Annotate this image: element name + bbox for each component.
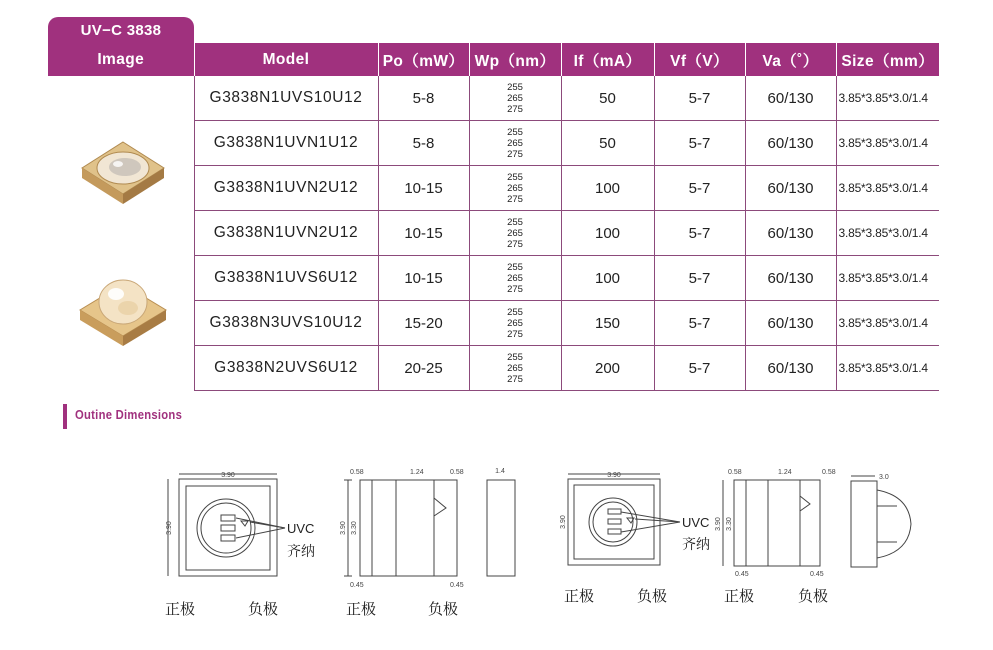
wavelength-value: 255 xyxy=(507,261,523,273)
wavelength-value: 275 xyxy=(507,148,523,160)
outline-dimensions-drawing xyxy=(150,458,840,588)
va-cell: 60/130 xyxy=(745,256,836,301)
po-cell: 10-15 xyxy=(378,166,469,211)
vf-cell: 5-7 xyxy=(654,121,745,166)
if-cell: 50 xyxy=(561,121,654,166)
if-cell: 150 xyxy=(561,301,654,346)
cathode-label-2: 负极 xyxy=(428,600,459,618)
size-cell: 3.85*3.85*3.0/1.4 xyxy=(836,166,939,211)
dim-height-label: 3.90 xyxy=(166,521,173,535)
wp-cell xyxy=(469,211,561,256)
model-cell: G3838N1UVS10U12 xyxy=(194,76,378,121)
cathode-label-1: 负极 xyxy=(248,600,279,618)
size-cell: 3.85*3.85*3.0/1.4 xyxy=(836,346,939,391)
dome-side-inner: 3.30 xyxy=(726,517,733,531)
anode-label-1: 正极 xyxy=(165,600,196,618)
wavelength-value: 265 xyxy=(507,92,523,104)
if-cell: 100 xyxy=(561,166,654,211)
anode-label-3: 正极 xyxy=(564,587,595,605)
wavelength-value: 265 xyxy=(507,272,523,284)
top-view-flat xyxy=(166,472,315,576)
va-cell: 60/130 xyxy=(745,211,836,256)
wp-cell xyxy=(469,301,561,346)
led-flat-lens-image xyxy=(78,138,168,213)
vf-cell: 5-7 xyxy=(654,346,745,391)
dome-width-label: 3.90 xyxy=(607,472,621,479)
model-cell: G3838N1UVN1U12 xyxy=(194,121,378,166)
dim-dome-h: 3.0 xyxy=(879,474,889,481)
cathode-label-4: 负极 xyxy=(798,587,829,605)
uvc-label: UVC xyxy=(287,521,315,536)
wavelength-value: 265 xyxy=(507,137,523,149)
header-size: Size（mm） xyxy=(836,43,939,76)
po-cell: 20-25 xyxy=(378,346,469,391)
dim-side-b: 1.24 xyxy=(410,469,424,476)
dome-side-b: 1.24 xyxy=(778,469,792,476)
product-images-cell xyxy=(48,76,194,391)
model-cell: G3838N1UVS6U12 xyxy=(194,256,378,301)
vf-cell: 5-7 xyxy=(654,76,745,121)
side-height-label: 3.90 xyxy=(340,521,347,535)
header-wp: Wp（nm） xyxy=(469,43,561,76)
wavelength-value: 255 xyxy=(507,216,523,228)
wp-cell xyxy=(469,346,561,391)
wavelength-value: 255 xyxy=(507,126,523,138)
header-if: If（mA） xyxy=(561,43,654,76)
wavelength-value: 275 xyxy=(507,103,523,115)
po-cell: 5-8 xyxy=(378,121,469,166)
va-cell: 60/130 xyxy=(745,121,836,166)
wp-cell xyxy=(469,166,561,211)
section-marker xyxy=(63,404,67,429)
side-inner-label: 3.30 xyxy=(351,521,358,535)
table-row xyxy=(48,76,939,121)
dim-side-a: 0.58 xyxy=(350,469,364,476)
zener-label: 齐纳 xyxy=(287,543,315,559)
size-cell: 3.85*3.85*3.0/1.4 xyxy=(836,76,939,121)
size-cell: 3.85*3.85*3.0/1.4 xyxy=(836,256,939,301)
va-cell: 60/130 xyxy=(745,166,836,211)
wp-cell xyxy=(469,121,561,166)
po-cell: 15-20 xyxy=(378,301,469,346)
vf-cell: 5-7 xyxy=(654,211,745,256)
cathode-label-3: 负极 xyxy=(637,587,668,605)
dome-side-a: 0.58 xyxy=(728,469,742,476)
model-cell: G3838N1UVN2U12 xyxy=(194,211,378,256)
wavelength-value: 275 xyxy=(507,193,523,205)
va-cell: 60/130 xyxy=(745,301,836,346)
size-cell: 3.85*3.85*3.0/1.4 xyxy=(836,301,939,346)
po-cell: 10-15 xyxy=(378,256,469,301)
wavelength-value: 275 xyxy=(507,283,523,295)
wavelength-value: 255 xyxy=(507,306,523,318)
wavelength-value: 265 xyxy=(507,362,523,374)
table-header-row xyxy=(48,43,939,76)
top-view-dome xyxy=(560,472,710,565)
anode-label-4: 正极 xyxy=(724,587,755,605)
model-cell: G3838N2UVS6U12 xyxy=(194,346,378,391)
dome-foot-b: 0.45 xyxy=(810,571,824,578)
if-cell: 200 xyxy=(561,346,654,391)
model-cell: G3838N3UVS10U12 xyxy=(194,301,378,346)
wavelength-value: 255 xyxy=(507,351,523,363)
wavelength-value: 275 xyxy=(507,328,523,340)
vf-cell: 5-7 xyxy=(654,166,745,211)
wavelength-value: 265 xyxy=(507,227,523,239)
product-tab: UV−C 3838 xyxy=(48,17,194,44)
dim-side-c: 0.58 xyxy=(450,469,464,476)
side-view-dome xyxy=(715,469,836,578)
dim-foot-a: 0.45 xyxy=(350,582,364,588)
wavelength-value: 275 xyxy=(507,373,523,385)
dome-profile-view xyxy=(845,470,915,580)
wp-cell xyxy=(469,256,561,301)
header-va: Va（˚） xyxy=(745,43,836,76)
section-title: Outine Dimensions xyxy=(75,408,183,422)
anode-label-2: 正极 xyxy=(346,600,377,618)
dome-uvc-label: UVC xyxy=(682,515,710,530)
if-cell: 100 xyxy=(561,256,654,301)
vf-cell: 5-7 xyxy=(654,301,745,346)
model-cell: G3838N1UVN2U12 xyxy=(194,166,378,211)
led-dome-lens-image xyxy=(76,266,170,354)
header-model: Model xyxy=(194,43,378,76)
wavelength-value: 265 xyxy=(507,182,523,194)
if-cell: 50 xyxy=(561,76,654,121)
dim-width-label: 3.90 xyxy=(221,472,235,479)
if-cell: 100 xyxy=(561,211,654,256)
dome-side-height: 3.90 xyxy=(715,517,722,531)
dim-flat-h: 1.4 xyxy=(495,468,505,475)
dome-foot-a: 0.45 xyxy=(735,571,749,578)
wavelength-value: 275 xyxy=(507,238,523,250)
vf-cell: 5-7 xyxy=(654,256,745,301)
header-vf: Vf（V） xyxy=(654,43,745,76)
po-cell: 10-15 xyxy=(378,211,469,256)
spec-table xyxy=(48,43,939,391)
dim-foot-b: 0.45 xyxy=(450,582,464,588)
po-cell: 5-8 xyxy=(378,76,469,121)
size-cell: 3.85*3.85*3.0/1.4 xyxy=(836,211,939,256)
dome-zener-label: 齐纳 xyxy=(682,536,710,552)
wp-cell xyxy=(469,76,561,121)
va-cell: 60/130 xyxy=(745,76,836,121)
wavelength-value: 255 xyxy=(507,81,523,93)
wavelength-value: 255 xyxy=(507,171,523,183)
header-po: Po（mW） xyxy=(378,43,469,76)
va-cell: 60/130 xyxy=(745,346,836,391)
dome-side-c: 0.58 xyxy=(822,469,836,476)
side-view-flat xyxy=(340,468,515,588)
wavelength-value: 265 xyxy=(507,317,523,329)
size-cell: 3.85*3.85*3.0/1.4 xyxy=(836,121,939,166)
dome-height-label: 3.90 xyxy=(560,515,567,529)
header-image: Image xyxy=(48,43,194,76)
